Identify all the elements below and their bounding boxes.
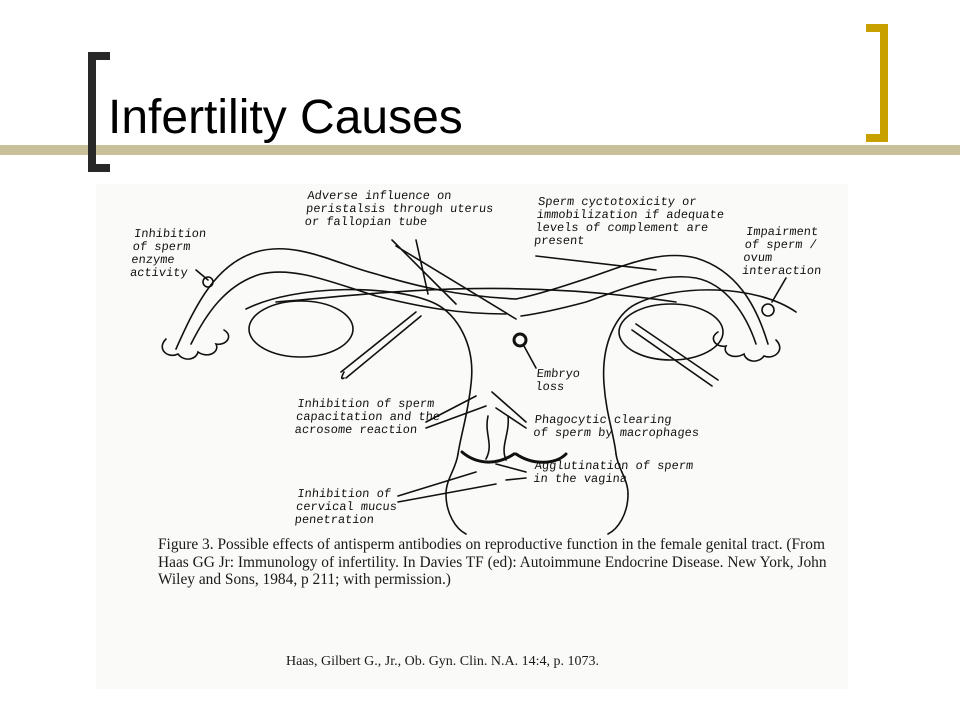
caption-label: Figure 3. (158, 536, 214, 553)
annotation-sperm-cytotoxicity: Sperm cyctotoxicity or immobilization if adequate levels of complement are present (533, 195, 725, 248)
annotation-adverse-peristalsis: Adverse influence on peristalsis through uterus or fallopian tube (303, 189, 495, 229)
scanned-figure (96, 184, 848, 689)
embryo-icon (514, 334, 526, 346)
annotation-sperm-ovum-interaction: Impairment of sperm / ovum interaction (741, 225, 822, 278)
left-bracket-decoration (88, 52, 110, 172)
annotation-embryo-loss: Embryo loss (534, 367, 581, 394)
left-fallopian-tube (176, 249, 516, 349)
caption-text: Possible effects of antisperm antibodies on reproductive function in the female genital tract. (From Haas GG Jr: Immunology of infertility. In Davies TF (ed): Autoimmune Endocrine Disease. New York, John Wiley and Sons, 1984, p 211; with permission.) (158, 536, 827, 588)
annotation-agglutination: Agglutination of sperm in the vagina (532, 459, 694, 486)
figure-caption (158, 536, 834, 589)
figure-citation: Haas, Gilbert G., Jr., Ob. Gyn. Clin. N.A. 14:4, p. 1073. (286, 654, 600, 669)
left-ovary (249, 301, 353, 357)
slide-title: Infertility Causes (108, 91, 463, 144)
title-underline (0, 145, 960, 155)
right-bracket-decoration (866, 24, 888, 142)
reproductive-tract-diagram (96, 184, 848, 689)
annotation-cervical-mucus: Inhibition of cervical mucus penetration (293, 487, 398, 527)
vagina (446, 494, 628, 534)
right-fimbriae (713, 332, 779, 361)
annotation-sperm-enzyme: Inhibition of sperm enzyme activity (129, 227, 207, 280)
annotation-capacitation: Inhibition of sperm capacitation and the acrosome reaction (293, 397, 441, 437)
annotation-phagocytic-clearing: Phagocytic clearing of sperm by macrophages (532, 413, 700, 440)
